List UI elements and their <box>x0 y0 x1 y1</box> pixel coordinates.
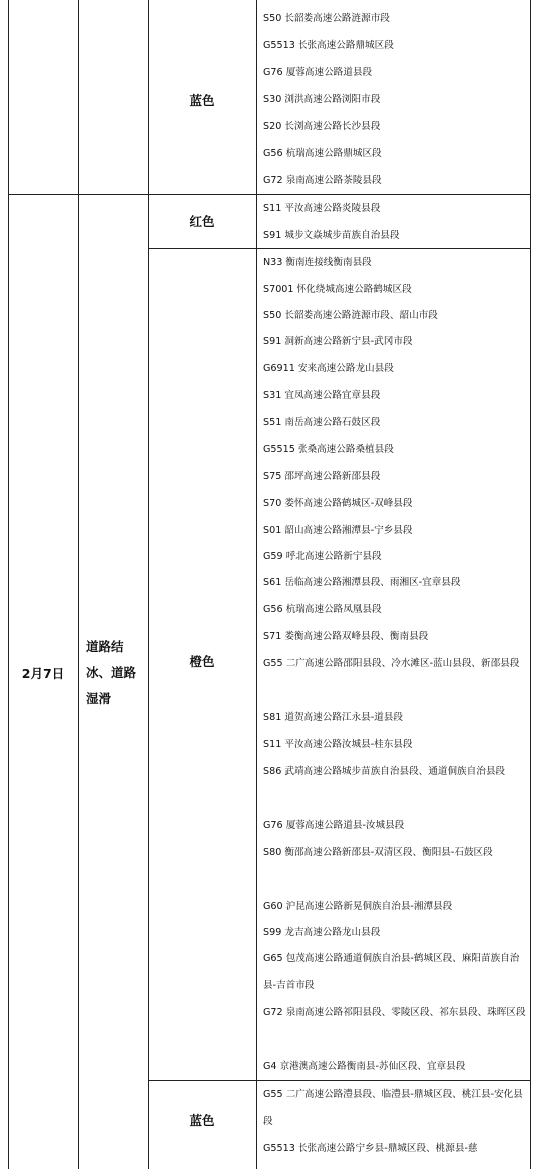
road-section: G72 泉南高速公路祁阳县段、零陵区段、祁东县段、珠晖区段 <box>263 1007 526 1018</box>
road-section: S20 长浏高速公路长沙县段 <box>263 121 381 132</box>
road-section: S30 浏洪高速公路浏阳市段 <box>263 94 381 105</box>
road-section: S31 宜凤高速公路宜章县段 <box>263 390 381 401</box>
road-section: G55 二广高速公路邵阳县段、冷水滩区-蓝山县段、新邵县段 <box>263 658 520 669</box>
column-divider <box>148 0 149 1169</box>
road-section: G72 泉南高速公路茶陵县段 <box>263 175 382 186</box>
road-section: S71 娄衡高速公路双峰县段、衡南县段 <box>263 631 429 642</box>
road-section: S7001 怀化绕城高速公路鹤城区段 <box>263 284 412 295</box>
road-section: S11 平汝高速公路汝城县-桂东县段 <box>263 739 413 750</box>
road-section: G65 包茂高速公路通道侗族自治县-鹤城区段、麻阳苗族自治县-吉首市段 <box>263 953 520 991</box>
road-section: S91 城步文焱城步苗族自治县段 <box>263 230 400 241</box>
road-section: G56 杭瑞高速公路凤凰县段 <box>263 604 382 615</box>
road-section: G4 京港澳高速公路衡南县-苏仙区段、宜章县段 <box>263 1061 466 1072</box>
road-section: G56 杭瑞高速公路鼎城区段 <box>263 148 382 159</box>
road-section: G5513 长张高速公路宁乡县-鼎城区段、桃源县-慈 <box>263 1143 478 1154</box>
column-divider <box>78 0 79 1169</box>
road-section: S81 道贺高速公路江永县-道县段 <box>263 712 403 723</box>
column-divider <box>256 0 257 1169</box>
warning-level-label: 红色 <box>189 214 215 229</box>
road-section: G5515 张桑高速公路桑植县段 <box>263 444 394 455</box>
road-section: G59 呼北高速公路新宁县段 <box>263 551 382 562</box>
date-cell: 2月7日 <box>21 666 65 681</box>
road-section: S86 武靖高速公路城步苗族自治县段、通道侗族自治县段 <box>263 766 506 777</box>
road-section: G76 厦蓉高速公路道县段 <box>263 67 373 78</box>
road-section: G76 厦蓉高速公路道县-汝城县段 <box>263 820 405 831</box>
road-section: N33 衡南连接线衡南县段 <box>263 257 372 268</box>
road-section: G55 二广高速公路澧县段、临澧县-鼎城区段、桃江县-安化县段 <box>263 1089 523 1127</box>
table-border-left <box>8 0 9 1169</box>
road-section: G5513 长张高速公路鼎城区段 <box>263 40 394 51</box>
road-section: S80 衡邵高速公路新邵县-双清区段、衡阳县-石鼓区段 <box>263 847 493 858</box>
road-section: S50 长韶娄高速公路涟源市段 <box>263 13 390 24</box>
road-section: S91 洞新高速公路新宁县-武冈市段 <box>263 336 413 347</box>
road-section: S01 韶山高速公路湘潭县-宁乡县段 <box>263 525 413 536</box>
road-section: G6911 安来高速公路龙山县段 <box>263 363 394 374</box>
road-section: S61 岳临高速公路湘潭县段、雨湘区-宜章县段 <box>263 577 461 588</box>
road-section: S99 龙吉高速公路龙山县段 <box>263 927 381 938</box>
condition-cell: 道路结冰、道路湿滑 <box>86 639 137 706</box>
road-section: G60 沪昆高速公路新晃侗族自治县-湘潭县段 <box>263 901 453 912</box>
warning-level-label: 橙色 <box>189 654 215 669</box>
road-section: S51 南岳高速公路石鼓区段 <box>263 417 381 428</box>
warning-level-label: 蓝色 <box>189 1113 215 1128</box>
road-section: S70 娄怀高速公路鹤城区-双峰县段 <box>263 498 413 509</box>
warning-level-label: 蓝色 <box>189 93 215 108</box>
road-section: S75 邵坪高速公路新邵县段 <box>263 471 381 482</box>
road-section: S50 长韶娄高速公路涟源市段、韶山市段 <box>263 310 438 321</box>
road-section: S11 平汝高速公路炎陵县段 <box>263 203 381 214</box>
